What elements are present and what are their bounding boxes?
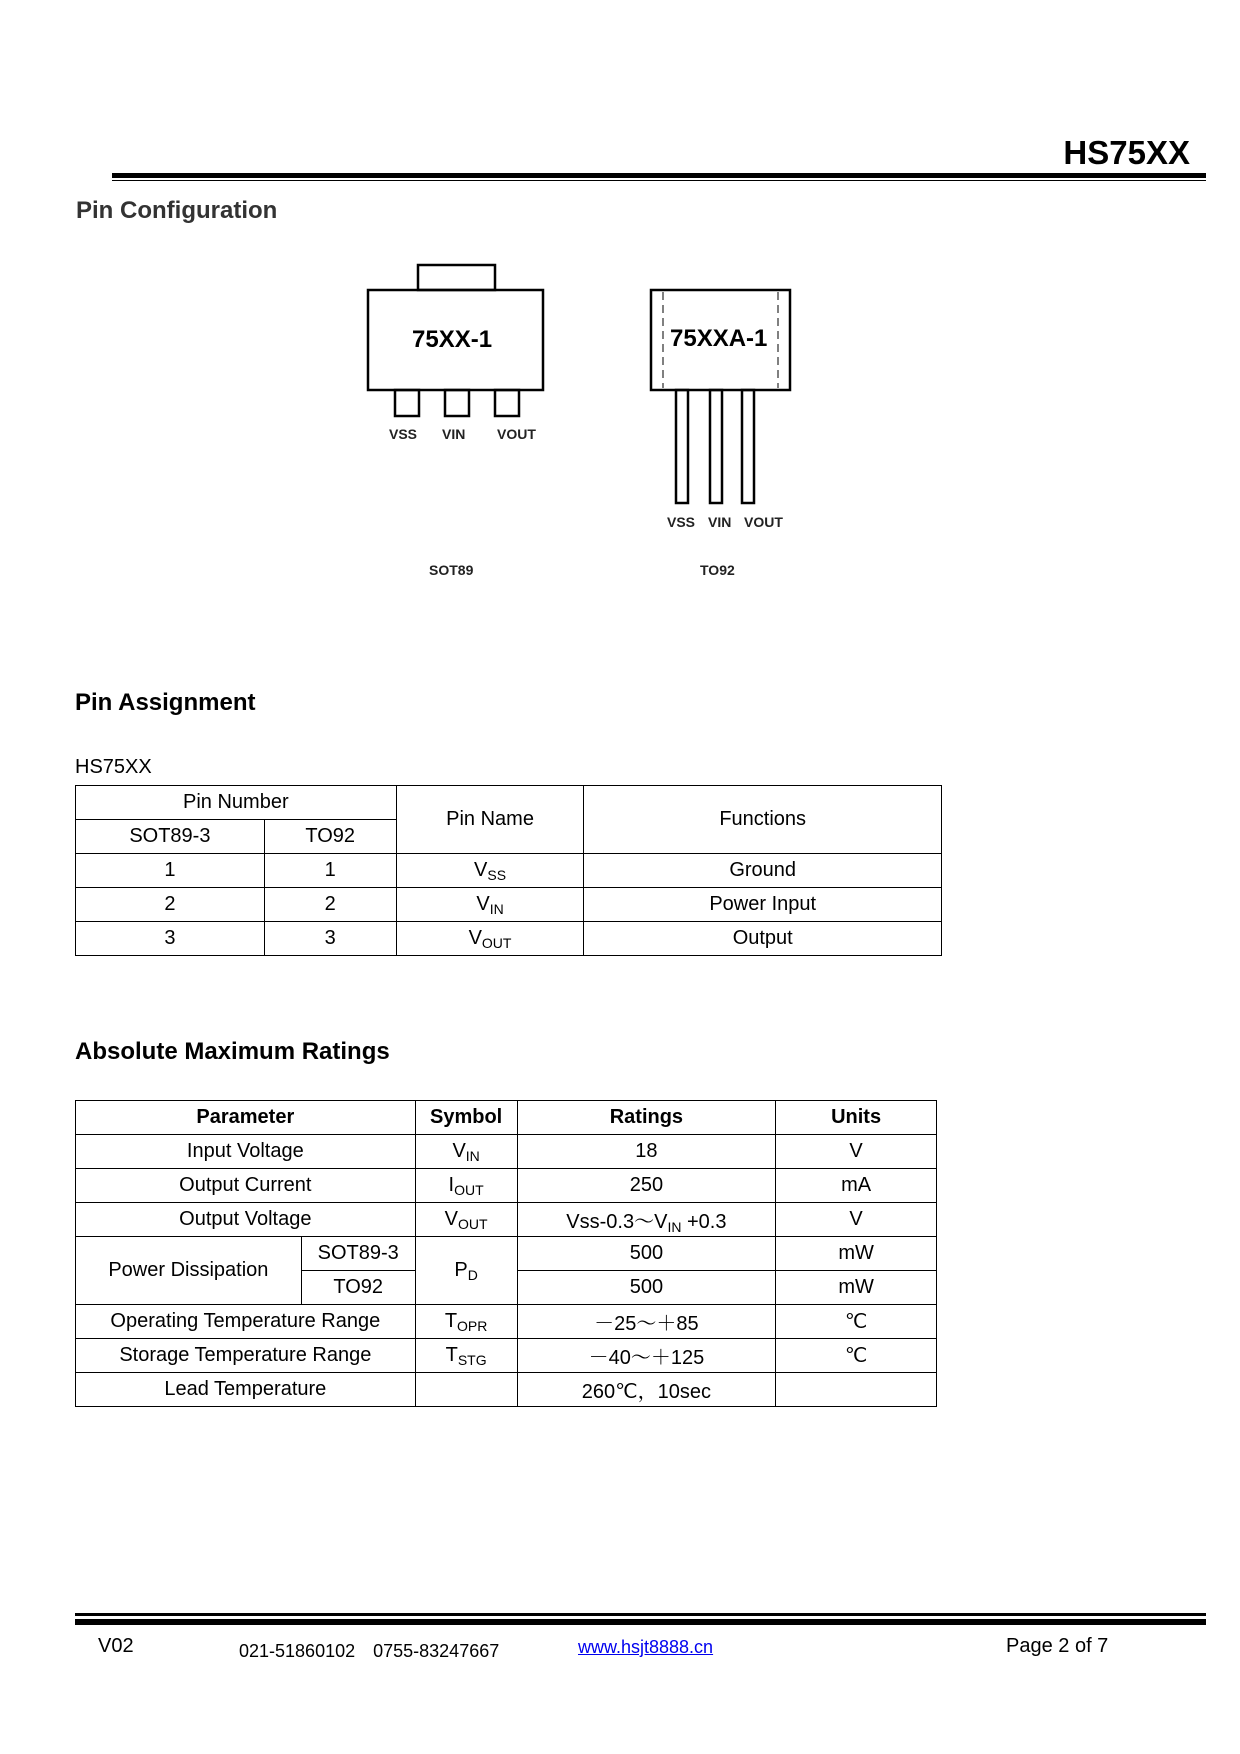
to92-pin-label: VOUT [744,514,783,530]
cell: ℃ [776,1305,937,1339]
footer-website-link[interactable]: www.hsjt8888.cn [578,1637,714,1657]
cell: Vss-$0.3\sim V_{IN} +0.3$ [517,1203,776,1237]
footer-rule [75,1613,1206,1616]
cell: Lead Temperature [76,1373,416,1407]
cell: 250 [517,1169,776,1203]
cell: SOT89-3 [301,1237,415,1271]
cell: $V_{IN}$ [396,888,584,922]
cell: $V_{IN}$ [415,1135,517,1169]
cell [415,1373,517,1407]
cell: 1 [264,854,396,888]
table-row [76,1203,937,1237]
sot89-pin-label: VOUT [497,426,536,442]
table-row [76,1237,937,1271]
cell: Input Voltage [76,1135,416,1169]
cell: Output Voltage [76,1203,416,1237]
cell: Power Input [584,888,942,922]
cell: $P_D$ [415,1237,517,1305]
cell: 3 [264,922,396,956]
cell: 500 [517,1237,776,1271]
abs-max-heading: Absolute Maximum Ratings [75,1038,390,1065]
cell: V [776,1135,937,1169]
cell: 18 [517,1135,776,1169]
header-sot89: SOT89-3 [76,820,265,854]
part-label: HS75XX [75,756,152,778]
pin-config-heading: Pin Configuration [76,197,278,224]
footer-version: V02 [98,1635,134,1657]
cell: －25～＋85 [517,1305,776,1339]
table-row [76,922,942,956]
cell: mW [776,1237,937,1271]
sot89-marking: 75XX-1 [412,326,493,353]
header-ratings: Ratings [517,1101,776,1135]
header-symbol: Symbol [415,1101,517,1135]
sot89-pin-label: VIN [442,426,466,442]
table-row [76,1339,937,1373]
to92-package-label: TO92 [700,562,735,578]
cell: Power Dissipation [76,1237,302,1305]
to92-marking: 75XXA-1 [670,325,768,352]
cell: $I_{OUT}$ [415,1169,517,1203]
sot89-pin-label: VSS [389,426,418,442]
table-row [76,1135,937,1169]
to92-package-drawing [651,290,790,503]
header-units: Units [776,1101,937,1135]
header-rule-thin [112,180,1206,181]
footer-rule-thick [75,1619,1206,1625]
cell: Storage Temperature Range [76,1339,416,1373]
pin-assignment-heading: Pin Assignment [75,689,256,716]
cell: $T_{STG}$ [415,1339,517,1373]
cell: 2 [76,888,265,922]
table-row [76,1169,937,1203]
header-parameter: Parameter [76,1101,416,1135]
table-row [76,854,942,888]
header-to92: TO92 [264,820,396,854]
header-rule [112,173,1206,178]
cell: Output Current [76,1169,416,1203]
cell: ℃ [776,1339,937,1373]
header-pin-name: Pin Name [396,786,584,854]
cell: TO92 [301,1271,415,1305]
cell: Output [584,922,942,956]
sot89-package-label: SOT89 [429,562,474,578]
cell: 260℃，10sec [517,1373,776,1407]
cell: 3 [76,922,265,956]
abs-max-table [75,1100,937,1407]
cell: Ground [584,854,942,888]
cell: $V_{OUT}$ [396,922,584,956]
cell: Operating Temperature Range [76,1305,416,1339]
cell: $V_{SS}$ [396,854,584,888]
table-row [76,888,942,922]
cell: 1 [76,854,265,888]
doc-title: HS75XX [1063,134,1190,171]
header-functions: Functions [584,786,942,854]
pin-assignment-table [75,785,942,956]
to92-pin-label: VSS [667,514,696,530]
cell: mA [776,1169,937,1203]
cell: －40～＋125 [517,1339,776,1373]
header-pin-number: Pin Number [76,786,397,820]
footer-phones: 021-51860102 0755-83247667 [239,1641,500,1661]
table-row [76,1373,937,1407]
pin-config-diagram [360,255,820,585]
footer-page-number: Page 2 of 7 [1006,1635,1109,1657]
cell [776,1373,937,1407]
cell: 500 [517,1271,776,1305]
cell: mW [776,1271,937,1305]
cell: $V_{OUT}$ [415,1203,517,1237]
cell: V [776,1203,937,1237]
cell: 2 [264,888,396,922]
cell: $T_{OPR}$ [415,1305,517,1339]
to92-pin-label: VIN [708,514,732,530]
table-row [76,1305,937,1339]
